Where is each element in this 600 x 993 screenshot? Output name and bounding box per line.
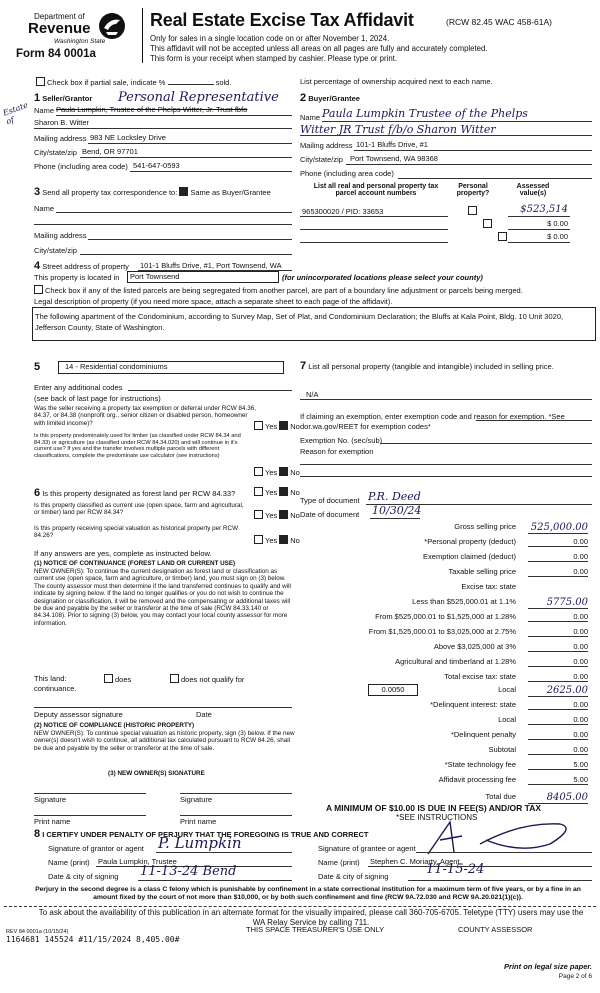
county-assessor: COUNTY ASSESSOR <box>458 925 533 934</box>
tax-row-value[interactable]: 5775.00 <box>528 597 588 609</box>
rev-number: REV 84 0001a (10/15/24) <box>6 929 69 935</box>
seller-phone-label: Phone (including area code) <box>34 162 128 171</box>
page-number: Page 2 of 6 <box>558 973 592 980</box>
tax-row-value[interactable]: 5.00 <box>528 760 588 770</box>
tax-row-label: Subtotal <box>488 745 516 754</box>
revenue-logo-icon <box>98 12 126 40</box>
section-3-header: 3 Send all property tax correspondence to: Same as Buyer/Grantee <box>34 186 271 198</box>
does-option[interactable]: does <box>102 674 131 684</box>
tax-row-label: *Delinquent penalty <box>450 730 516 739</box>
tax-row <box>300 612 588 623</box>
s6-q2-yesno: Yes No <box>252 510 300 520</box>
tax-row-label: Gross selling price <box>454 522 516 531</box>
s7-label: 7 List all personal property (tangible and intangible) included in selling price. <box>300 360 554 372</box>
notice2-title: (2) NOTICE OF COMPLIANCE (HISTORIC PROPERTY) <box>34 722 195 729</box>
doc-date-label: Date of document <box>300 510 360 519</box>
seller-name2-value[interactable]: Sharon B. Witter <box>34 118 90 127</box>
dept-top: Department of <box>34 12 85 21</box>
s5-q1-yesno: Yes No <box>252 421 300 431</box>
seller-name-value[interactable]: Paula Lumpkin, Trustee of the Phelps Witter, Jr. Trust fbfo <box>56 105 248 114</box>
s5-q2: Is this property predominately used for timber (as classified under RCW 84.34 and 84.33) or agriculture (as classified under RCW 84.34.020) and will continue in it's current use? If yes and the transfer involves multiple parcels with different classifications, complete the predominate use calculator (see instructions) <box>34 433 241 459</box>
tax-row-label: *State technology fee <box>444 760 516 769</box>
deputy-sig: Deputy assessor signature <box>34 710 123 719</box>
tax-row-value[interactable]: 0.00 <box>528 657 588 667</box>
grantor-date[interactable]: 11-13-24 Bend <box>140 864 237 879</box>
tax-row <box>300 522 588 533</box>
local-value[interactable]: 2625.00 <box>528 685 588 697</box>
partial-sale-label: Check box if partial sale, indicate % <box>47 78 166 87</box>
segregated-row: Check box if any of the listed parcels are being segregated from another parcel, are part of a boundary line adjustment or parcels being merged. <box>32 285 523 295</box>
tax-row <box>300 552 588 563</box>
does-not-option[interactable]: does not qualify for <box>168 674 244 684</box>
cashier-stamp: 1164681 145524 #11/15/2024 8,405.00# <box>6 935 180 944</box>
buyer-city-label: City/state/zip <box>300 155 343 164</box>
ask-notice: To ask about the availability of this publication in an alternate format for the visually impaired, please call 360-705-6705. Teletype (TTY) users may use the WA Relay Service by calling 711. <box>38 908 584 927</box>
located-label: This property is located in <box>34 273 120 282</box>
s6-q2: Is this property classified as current use (open space, farm and agricultural, or timber) land per RCW 84.34? <box>34 502 244 517</box>
grantee-date[interactable]: 11-15-24 <box>426 862 485 877</box>
parcel-head-3: Assessed value(s) <box>516 183 550 197</box>
tax-row <box>300 582 588 593</box>
grantee-name-label: Name (print) <box>318 858 360 867</box>
s3-name-label: Name <box>34 204 55 213</box>
s5-q1: Was the seller receiving a property tax exemption or deferral under RCW 84.36, 84.37, or 84.38 (nonprofit org., senior citizen or disabled person, homeowner with limited income)? <box>34 405 257 427</box>
see-instructions: *SEE INSTRUCTIONS <box>396 813 478 822</box>
owner-sig-2: Signature <box>180 795 213 804</box>
notice1-body: NEW OWNER(S): To continue the current designation as forest land or classification as current use (open space, farm and agriculture, or timber) land, you must sign on (3) below. The county assessor must then determine if the land transferred continues to qualify and will indicate by signing below. If the land no longer qualifies or you do not wish to continue the designation or classification, it will be removed and the compensating or additional taxes will be due and payable by the seller or transferor at the time of sale (RCW 84.33.140 or 84.34.108). Prior to signing (3) below, you may contact your local county assessor for more information. <box>34 568 291 627</box>
s7-value[interactable]: N/A <box>306 390 319 399</box>
exemption-text: If claiming an exemption, enter exemption code and reason for exemption. *See dor.wa.gov/REET for exemption codes* <box>300 412 565 431</box>
perjury-notice: Perjury in the second degree is a class C felony which is punishable by confinement in a state correctional institution for a maximum term of five years, or by a fine in an amount fixed by the court of not more than $10,000, or by both such confinement and fine (RCW 9A.72.030 and RCW 9A.20.021(1)(c)). <box>35 886 581 901</box>
tax-row-label: Agricultural and timberland at 1.28% <box>395 657 516 666</box>
seller-phone-value[interactable]: 541-647-0593 <box>133 161 180 170</box>
tax-row <box>300 672 588 683</box>
s3-city-label: City/state/zip <box>34 246 77 255</box>
continuance: continuance. <box>34 684 77 693</box>
tax-row-value[interactable]: 0.00 <box>528 537 588 547</box>
buyer-phone-label: Phone (including area code) <box>300 169 394 178</box>
seller-mailing-label: Mailing address <box>34 134 87 143</box>
buyer-mailing-value[interactable]: 101-1 Bluffs Drive, #1 <box>356 140 428 149</box>
partial-sale-sold: sold. <box>215 78 232 87</box>
form-number: Form 84 0001a <box>16 48 96 60</box>
header-divider <box>142 8 143 63</box>
exemption-no: Exemption No. (sec/sub) <box>300 436 383 445</box>
tax-row-value[interactable]: 0.00 <box>528 567 588 577</box>
tax-row-label: Above $3,025,000 at 3% <box>433 642 516 651</box>
doc-type-value[interactable]: P.R. Deed <box>368 490 421 503</box>
tax-row <box>300 715 588 726</box>
notice-1: Only for sales in a single location code on or after November 1, 2024. <box>150 34 390 43</box>
tax-row <box>300 700 588 711</box>
notice-3: This form is your receipt when stamped by cashier. Please type or print. <box>150 54 398 63</box>
sig-grantee-label: Signature of grantee or agent <box>318 844 416 853</box>
ownership-label: List percentage of ownership acquired next to each name. <box>300 77 493 86</box>
same-as-buyer-checkbox[interactable] <box>179 187 188 196</box>
located-select[interactable]: Port Townsend <box>127 271 279 283</box>
tax-row <box>300 627 588 638</box>
section-4-street: 4 Street address of property <box>34 260 129 272</box>
parcel-head-1: List all real and personal property tax parcel account numbers <box>313 183 439 197</box>
partial-sale-checkbox[interactable] <box>36 77 45 86</box>
tax-row-value[interactable]: 0.00 <box>528 672 588 682</box>
buyer-name-label: Name <box>300 113 321 122</box>
partial-sale-row <box>34 77 231 87</box>
tax-row <box>300 730 588 741</box>
total-due-value[interactable]: 8405.00 <box>528 792 588 804</box>
section-1-header: 1 Seller/Grantor <box>34 92 93 104</box>
tax-row-label: Total excise tax: state <box>444 672 516 681</box>
sig-grantor-signature[interactable]: P. Lumpkin <box>158 834 242 852</box>
tax-row-value[interactable]: 5.00 <box>528 775 588 785</box>
tax-row-label: Less than $525,000.01 at 1.1% <box>412 597 516 606</box>
tax-row <box>300 537 588 548</box>
tax-row <box>300 657 588 668</box>
section-2-header: 2 Buyer/Grantee <box>300 92 360 104</box>
legal-label: Legal description of property (if you need more space, attach a separate sheet to each page of the affidavit). <box>34 297 393 306</box>
parcel-head-2: Personal property? <box>456 183 490 197</box>
parcel-personal-checkbox-3[interactable] <box>498 232 507 241</box>
owner-print-2: Print name <box>180 817 217 826</box>
section-5-number: 5 <box>34 361 41 373</box>
s5-q2-yesno: Yes No <box>252 467 300 477</box>
tax-row-value[interactable]: 0.00 <box>528 715 588 725</box>
buyer-name2-value[interactable]: Witter JR Trust f/b/o Sharon Witter <box>300 123 496 136</box>
parcel-value-2[interactable]: $ 0.00 <box>547 219 568 228</box>
land-use-code[interactable]: 14 - Residential condominiums <box>58 361 284 374</box>
additional-codes: Enter any additional codes <box>34 383 123 392</box>
total-due-label: Total due <box>485 792 516 801</box>
treasurer-use: THIS SPACE TREASURER'S USE ONLY <box>246 925 385 934</box>
seller-handwritten-note: Personal Representative <box>118 90 279 105</box>
local-rate[interactable]: 0.0050 <box>368 684 418 696</box>
seller-name-label: Name <box>34 106 55 115</box>
tax-row <box>300 760 588 771</box>
legal-description[interactable]: The following apartment of the Condominium, according to Survey Map, Set of Plat, and Condominium Declaration; the Bluffs at Kala Point, Bldg. 10 Unit 3020, Jefferson County, State of Washington. <box>32 307 596 341</box>
buyer-mailing-label: Mailing address <box>300 141 353 150</box>
parcel-personal-checkbox-1[interactable] <box>468 206 477 215</box>
owner-print-1: Print name <box>34 817 71 826</box>
local-label: Local <box>498 685 516 694</box>
notice-2: This affidavit will not be accepted unless all areas on all pages are fully and accurately completed. <box>150 44 488 53</box>
buyer-name-value[interactable]: Paula Lumpkin Trustee of the Phelps <box>322 107 528 120</box>
buyer-city-value[interactable]: Port Townsend, WA 98368 <box>350 154 438 163</box>
s6-q1: 6 Is this property designated as forest land per RCW 84.33? <box>34 487 236 499</box>
s6-if-yes: If any answers are yes, complete as instructed below. <box>34 549 212 558</box>
owner-sig-1: Signature <box>34 795 67 804</box>
tax-row-label: Local <box>498 715 516 724</box>
notice3-title: (3) NEW OWNER(S) SIGNATURE <box>108 770 205 777</box>
minimum-due: A MINIMUM OF $10.00 IS DUE IN FEE(S) AND/OR TAX <box>326 803 542 813</box>
parcel-personal-checkbox-2[interactable] <box>483 219 492 228</box>
tax-row-label: From $1,525,000.01 to $3,025,000 at 2.75% <box>368 627 516 636</box>
grantee-date-label: Date & city of signing <box>318 872 389 881</box>
street-value[interactable]: 101-1 Bluffs Drive, #1, Port Townsend, WA <box>140 261 282 270</box>
this-land-row: This land: <box>34 674 67 683</box>
segregated-checkbox[interactable] <box>34 285 43 294</box>
dept-state: Washington State <box>54 38 106 45</box>
dept-name: Revenue <box>28 20 91 37</box>
s6-q3: Is this property receiving special valuation as historical property per RCW 84.26? <box>34 525 239 540</box>
total-due-row <box>300 792 588 803</box>
form-rcw: (RCW 82.45 WAC 458-61A) <box>446 17 552 27</box>
seller-margin-note: Estate of <box>1 100 30 127</box>
legal-paper-note: Print on legal size paper. <box>504 962 592 971</box>
tax-row-label: Exemption claimed (deduct) <box>423 552 516 561</box>
tax-row-value[interactable]: 0.00 <box>528 642 588 652</box>
s6-q1-yesno: Yes No <box>252 487 300 497</box>
doc-type-label: Type of document <box>300 496 360 505</box>
tax-row-label: From $525,000.01 to $1,525,000 at 1.28% <box>375 612 516 621</box>
revenue-logo <box>6 6 128 60</box>
located-note: (for unincorporated locations please select your county) <box>282 273 483 282</box>
grantor-date-label: Date & city of signing <box>48 872 119 881</box>
sig-grantor-label: Signature of grantor or agent <box>48 844 144 853</box>
tax-row-value[interactable]: 0.00 <box>528 700 588 710</box>
grantee-name[interactable]: Stephen C. Moriarty, Agent <box>370 857 460 866</box>
parcel-number-1[interactable]: 965300020 / PID: 33653 <box>302 207 384 216</box>
doc-date-value[interactable]: 10/30/24 <box>372 504 422 517</box>
s3-mailing-label: Mailing address <box>34 231 87 240</box>
tax-row-label: Excise tax: state <box>461 582 516 591</box>
tax-row-label: Taxable selling price <box>448 567 516 576</box>
tax-row-value[interactable]: 0.00 <box>528 730 588 740</box>
deputy-date: Date <box>196 710 212 719</box>
notice1-title: (1) NOTICE OF CONTINUANCE (FOREST LAND OR CURRENT USE) <box>34 560 236 567</box>
tax-row-value[interactable]: 0.00 <box>528 745 588 755</box>
s6-q3-yesno: Yes No <box>252 535 300 545</box>
tax-row <box>300 642 588 653</box>
exemption-reason: Reason for exemption <box>300 447 374 456</box>
tax-row <box>300 597 588 608</box>
tax-row <box>300 567 588 578</box>
form-title: Real Estate Excise Tax Affidavit <box>150 10 414 30</box>
tax-row-label: Affidavit processing fee <box>438 775 516 784</box>
tax-row-value[interactable]: 0.00 <box>528 627 588 637</box>
tax-row-label: *Personal property (deduct) <box>424 537 516 546</box>
certify: 8 I CERTIFY UNDER PENALTY OF PERJURY THAT THE FOREGOING IS TRUE AND CORRECT <box>34 828 369 840</box>
grantor-name[interactable]: Paula Lumpkin, Trustee <box>98 857 177 866</box>
grantor-name-label: Name (print) <box>48 858 90 867</box>
local-rate-row <box>300 685 588 696</box>
parcel-value-3[interactable]: $ 0.00 <box>547 232 568 241</box>
notice2-body: NEW OWNER(S): To continue special valuation as historic property, sign (3) below. If the new owner(s) doesn't wish to continue, all additional tax calculated pursuant to RCW 84.26, shall be due and payable by the seller or transferor at the time of sale. <box>34 730 295 752</box>
seller-mailing-value[interactable]: 983 NE Locksley Drive <box>90 133 166 142</box>
tax-row-value[interactable]: 525,000.00 <box>528 522 588 534</box>
seller-city-label: City/state/zip <box>34 148 77 157</box>
tax-row <box>300 775 588 786</box>
see-back: (see back of last page for instructions) <box>34 394 161 403</box>
tax-row-value[interactable]: 0.00 <box>528 612 588 622</box>
parcel-value-1[interactable]: $523,514 <box>520 204 568 215</box>
tax-row-label: *Delinquent interest: state <box>430 700 516 709</box>
tax-row-value[interactable]: 0.00 <box>528 552 588 562</box>
seller-city-value[interactable]: Bend, OR 97701 <box>82 147 138 156</box>
tax-row <box>300 745 588 756</box>
